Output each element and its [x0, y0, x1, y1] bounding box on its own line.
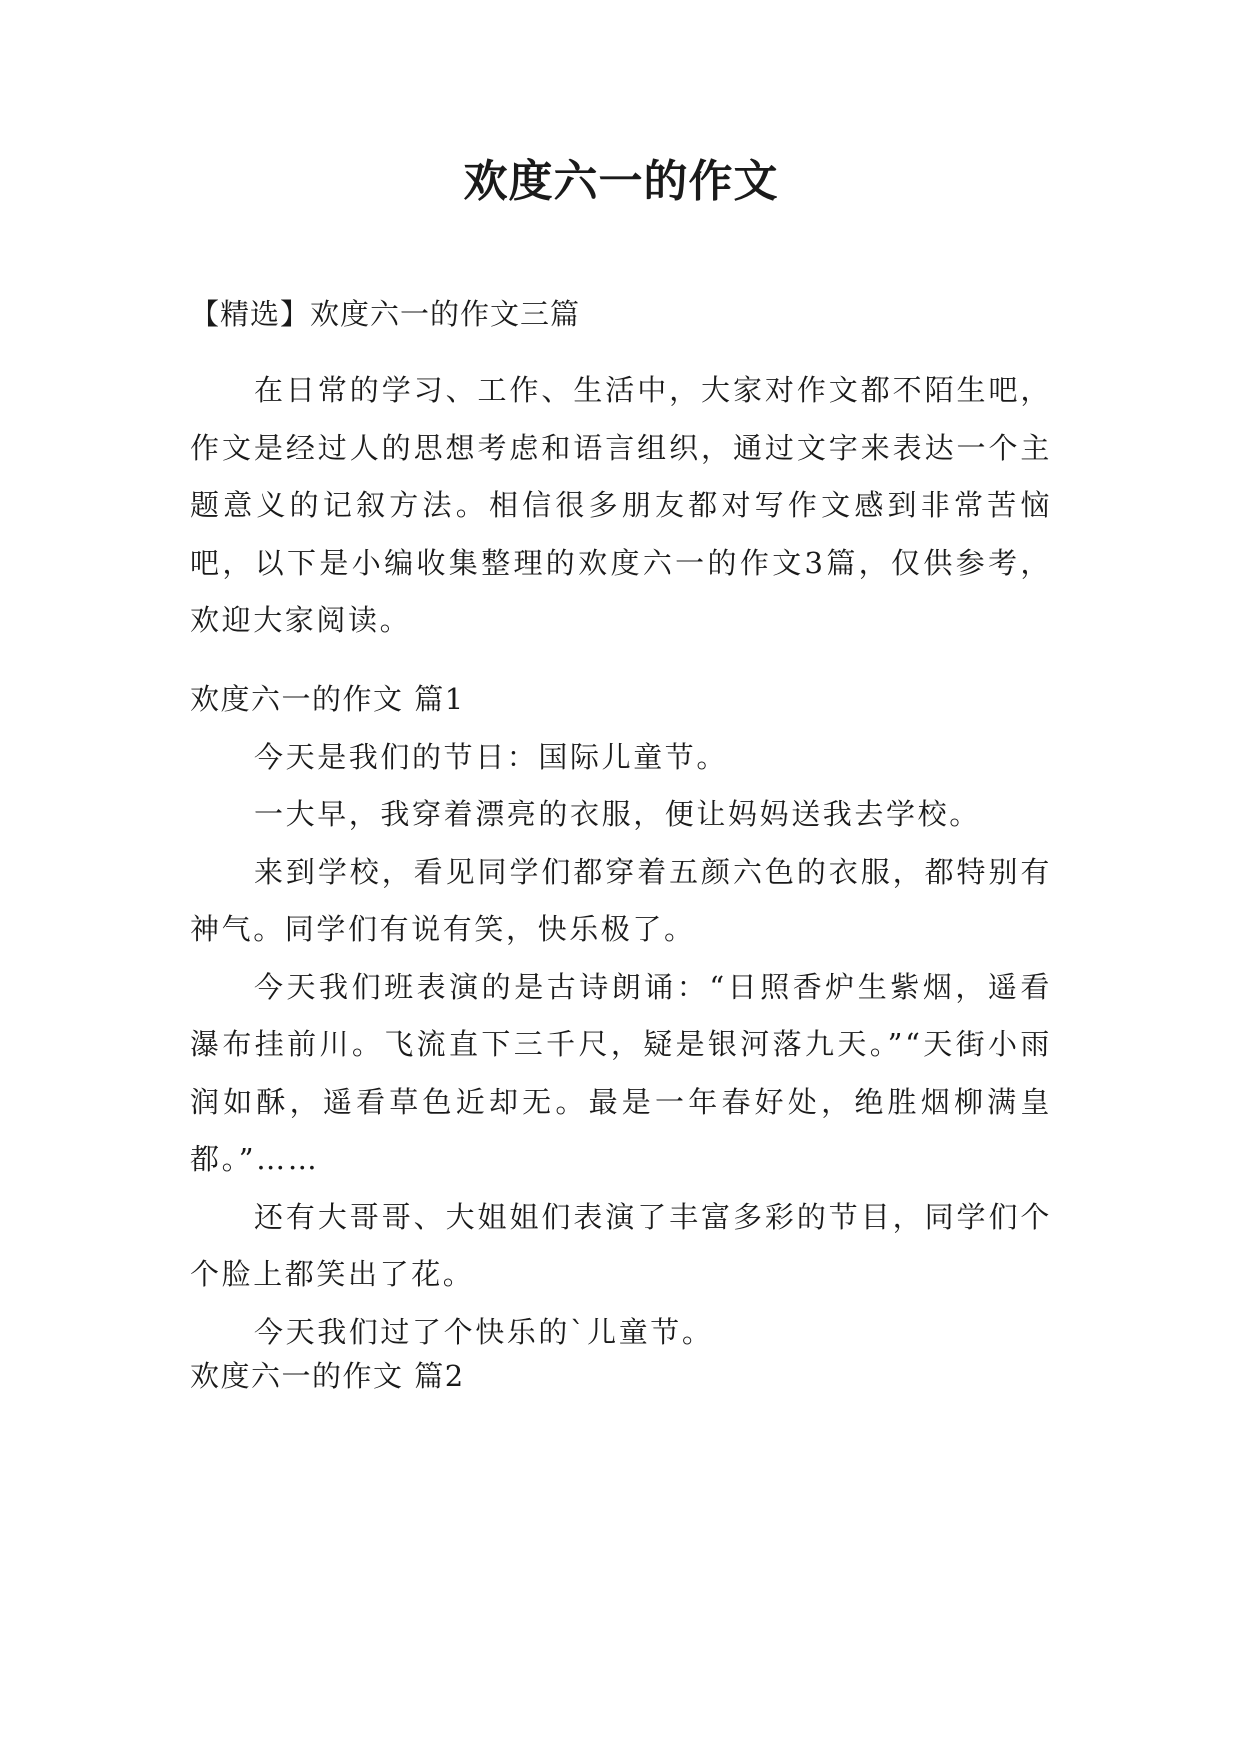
section-heading: 欢度六一的作文 篇1	[190, 682, 465, 716]
intro-block	[190, 362, 1052, 650]
section-heading: 欢度六一的作文 篇2	[190, 1359, 465, 1393]
section-paragraph: 一大早，我穿着漂亮的衣服，便让妈妈送我去学校。	[254, 797, 981, 831]
document-subtitle: 【精选】欢度六一的作文三篇	[190, 297, 581, 331]
document-title: 欢度六一的作文	[463, 156, 779, 207]
section-1	[190, 671, 1052, 1361]
section-paragraph: 来到学校，看见同学们都穿着五颜六色的衣服，都特别有神气。同学们有说有笑，快乐极了。	[190, 854, 1052, 946]
section-2	[190, 1348, 1052, 1406]
section-paragraph: 今天是我们的节日：国际儿童节。	[254, 739, 729, 774]
intro-paragraph: 在日常的学习、工作、生活中，大家对作文都不陌生吧，作文是经过人的思想考虑和语言组织，通过文字来表达一个主题意义的记叙方法。相信很多朋友都对写作文感到非常苦恼吧，以下是小编收集整理的欢度六一的作文3篇，仅供参考，欢迎大家阅读。	[190, 373, 1052, 637]
section-paragraph: 还有大哥哥、大姐姐们表演了丰富多彩的节目，同学们个个脸上都笑出了花。	[190, 1199, 1052, 1291]
section-paragraph: 今天我们班表演的是古诗朗诵：“日照香炉生紫烟，遥看瀑布挂前川。飞流直下三千尺，疑是银河落九天。”“天街小雨润如酥，遥看草色近却无。最是一年春好处，绝胜烟柳满皇都。”……	[190, 969, 1052, 1176]
section-paragraph: 今天我们过了个快乐的`儿童节。	[254, 1314, 714, 1349]
